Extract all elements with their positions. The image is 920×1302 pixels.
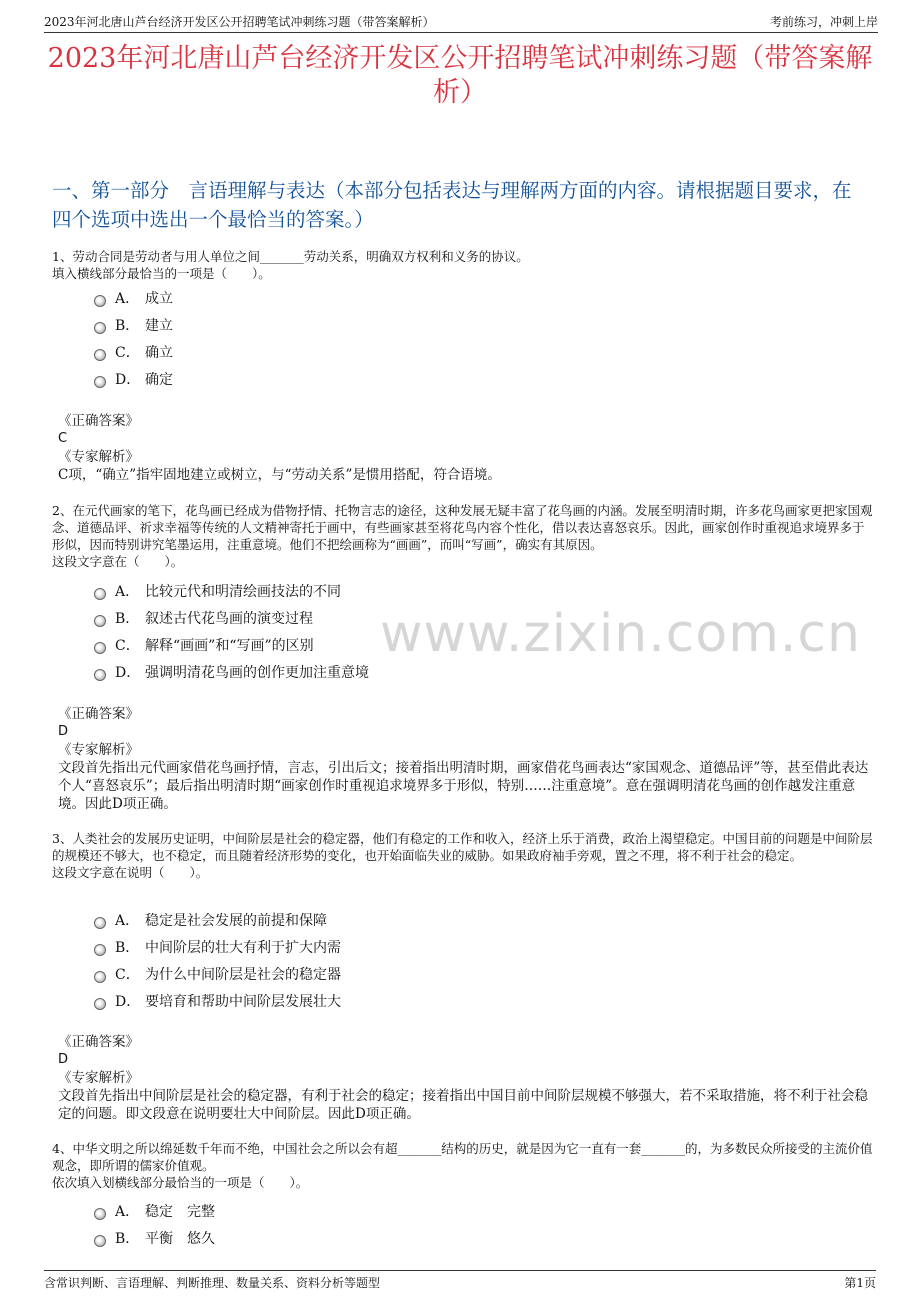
- question-stem: 1、劳动合同是劳动者与用人单位之间_______劳动关系，明确双方权利和义务的协议。: [52, 249, 529, 264]
- radio-icon[interactable]: [94, 642, 106, 654]
- question-stem: 4、中华文明之所以绵延数千年而不绝，中国社会之所以会有超_______结构的历史，就是因为它一直有一套_______的，为多数民众所接受的主流价值观念，即所谓的儒家价值观。: [52, 1141, 873, 1173]
- analysis-label: 《专家解析》: [58, 1070, 139, 1086]
- radio-icon[interactable]: [94, 998, 106, 1010]
- radio-icon[interactable]: [94, 615, 106, 627]
- answer-label: 《正确答案》: [58, 413, 139, 429]
- option-d[interactable]: D． 强调明清花鸟画的创作更加注重意境: [94, 658, 369, 685]
- question-4: [52, 1140, 876, 1191]
- option-d[interactable]: D． 确定: [94, 365, 173, 392]
- question-stem: 3、人类社会的发展历史证明，中间阶层是社会的稳定器，他们有稳定的工作和收入，经济上乐于消费，政治上渴望稳定。中国目前的问题是中间阶层的规模还不够大，也不稳定，而且随着经济形势的变化，也开始面临失业的威胁。如果政府袖手旁观，置之不理，将不利于社会的稳定。: [52, 831, 873, 863]
- question-prompt: 依次填入划横线部分最恰当的一项是（ ）。: [52, 1175, 309, 1190]
- option-b[interactable]: B． 平衡 悠久: [94, 1224, 215, 1251]
- option-b[interactable]: B． 建立: [94, 311, 173, 338]
- question-3-options: [94, 906, 341, 1014]
- question-1-options: [94, 284, 173, 392]
- question-2: [52, 502, 876, 570]
- page-footer: [44, 1270, 876, 1291]
- question-prompt: 这段文字意在说明（ ）。: [52, 865, 209, 880]
- radio-icon[interactable]: [94, 349, 106, 361]
- question-stem: 2、在元代画家的笔下，花鸟画已经成为借物抒情、托物言志的途径，这种发展无疑丰富了花鸟画的内涵。发展至明清时期，许多花鸟画家更把家国观念、道德品评、祈求幸福等传统的人文精神寄托于画中，有些画家甚至将花鸟内容个性化，借以表达喜怒哀乐。因此，画家创作时重视追求境界多于形似，因而特别讲究笔墨运用，注重意境。他们不把绘画称为“画画”，而叫“写画”，确实有其原因。: [52, 503, 873, 552]
- question-prompt: 这段文字意在（ ）。: [52, 554, 184, 569]
- question-2-options: [94, 577, 369, 685]
- answer-block-1: [58, 412, 876, 484]
- option-a[interactable]: A． 稳定是社会发展的前提和保障: [94, 906, 341, 933]
- option-b[interactable]: B． 叙述古代花鸟画的演变过程: [94, 604, 369, 631]
- option-a[interactable]: A． 比较元代和明清绘画技法的不同: [94, 577, 369, 604]
- page-header: [44, 10, 878, 33]
- header-doc-title: 2023年河北唐山芦台经济开发区公开招聘笔试冲刺练习题（带答案解析）: [44, 14, 435, 29]
- analysis-text: C项，“确立”指牢固地建立或树立，与“劳动关系”是惯用搭配，符合语境。: [58, 467, 501, 483]
- radio-icon[interactable]: [94, 1235, 106, 1247]
- radio-icon[interactable]: [94, 588, 106, 600]
- answer-label: 《正确答案》: [58, 706, 139, 722]
- option-c[interactable]: C． 为什么中间阶层是社会的稳定器: [94, 960, 341, 987]
- option-a[interactable]: A． 稳定 完整: [94, 1197, 215, 1224]
- radio-icon[interactable]: [94, 376, 106, 388]
- radio-icon[interactable]: [94, 322, 106, 334]
- question-3: [52, 830, 876, 881]
- answer-value: C: [58, 431, 68, 446]
- option-d[interactable]: D． 要培育和帮助中间阶层发展壮大: [94, 987, 341, 1014]
- analysis-label: 《专家解析》: [58, 742, 139, 758]
- footer-topics: 含常识判断、言语理解、判断推理、数量关系、资料分析等题型: [44, 1276, 381, 1290]
- option-c[interactable]: C． 解释“画画”和“写画”的区别: [94, 631, 369, 658]
- question-4-options: [94, 1197, 215, 1251]
- radio-icon[interactable]: [94, 1208, 106, 1220]
- analysis-text: 文段首先指出中间阶层是社会的稳定器，有利于社会的稳定；接着指出中国目前中间阶层规模不够强大，若不采取措施，将不利于社会稳定的问题。即文段意在说明要壮大中间阶层。因此D项正确。: [58, 1088, 868, 1122]
- answer-value: D: [58, 724, 69, 739]
- document-title: 2023年河北唐山芦台经济开发区公开招聘笔试冲刺练习题（带答案解析）: [47, 43, 873, 108]
- radio-icon[interactable]: [94, 917, 106, 929]
- option-b[interactable]: B． 中间阶层的壮大有利于扩大内需: [94, 933, 341, 960]
- option-a[interactable]: A． 成立: [94, 284, 173, 311]
- radio-icon[interactable]: [94, 669, 106, 681]
- radio-icon[interactable]: [94, 944, 106, 956]
- answer-block-2: [58, 705, 876, 813]
- option-c[interactable]: C． 确立: [94, 338, 173, 365]
- question-prompt: 填入横线部分最恰当的一项是（ ）。: [52, 266, 271, 281]
- section-heading: 一、第一部分 言语理解与表达（本部分包括表达与理解两方面的内容。请根据题目要求，在四个选项中选出一个最恰当的答案。）: [52, 179, 852, 231]
- radio-icon[interactable]: [94, 295, 106, 307]
- page-number: 第1页: [844, 1276, 876, 1290]
- question-1: [52, 248, 876, 282]
- radio-icon[interactable]: [94, 971, 106, 983]
- watermark: www.zixin.com.cn: [380, 604, 861, 664]
- answer-value: D: [58, 1052, 69, 1067]
- analysis-text: 文段首先指出元代画家借花鸟画抒情，言志，引出后文；接着指出明清时期，画家借花鸟画表达“家国观念、道德品评”等，甚至借此表达个人“喜怒哀乐”；最后指出明清时期“画家创作时重视追求境界多于形似，特别……注重意境”。意在强调明清花鸟画的创作越发注重意境。因此D项正确。: [58, 760, 869, 812]
- answer-label: 《正确答案》: [58, 1034, 139, 1050]
- header-slogan: 考前练习，冲刺上岸: [769, 14, 878, 29]
- analysis-label: 《专家解析》: [58, 449, 139, 465]
- answer-block-3: [58, 1033, 876, 1123]
